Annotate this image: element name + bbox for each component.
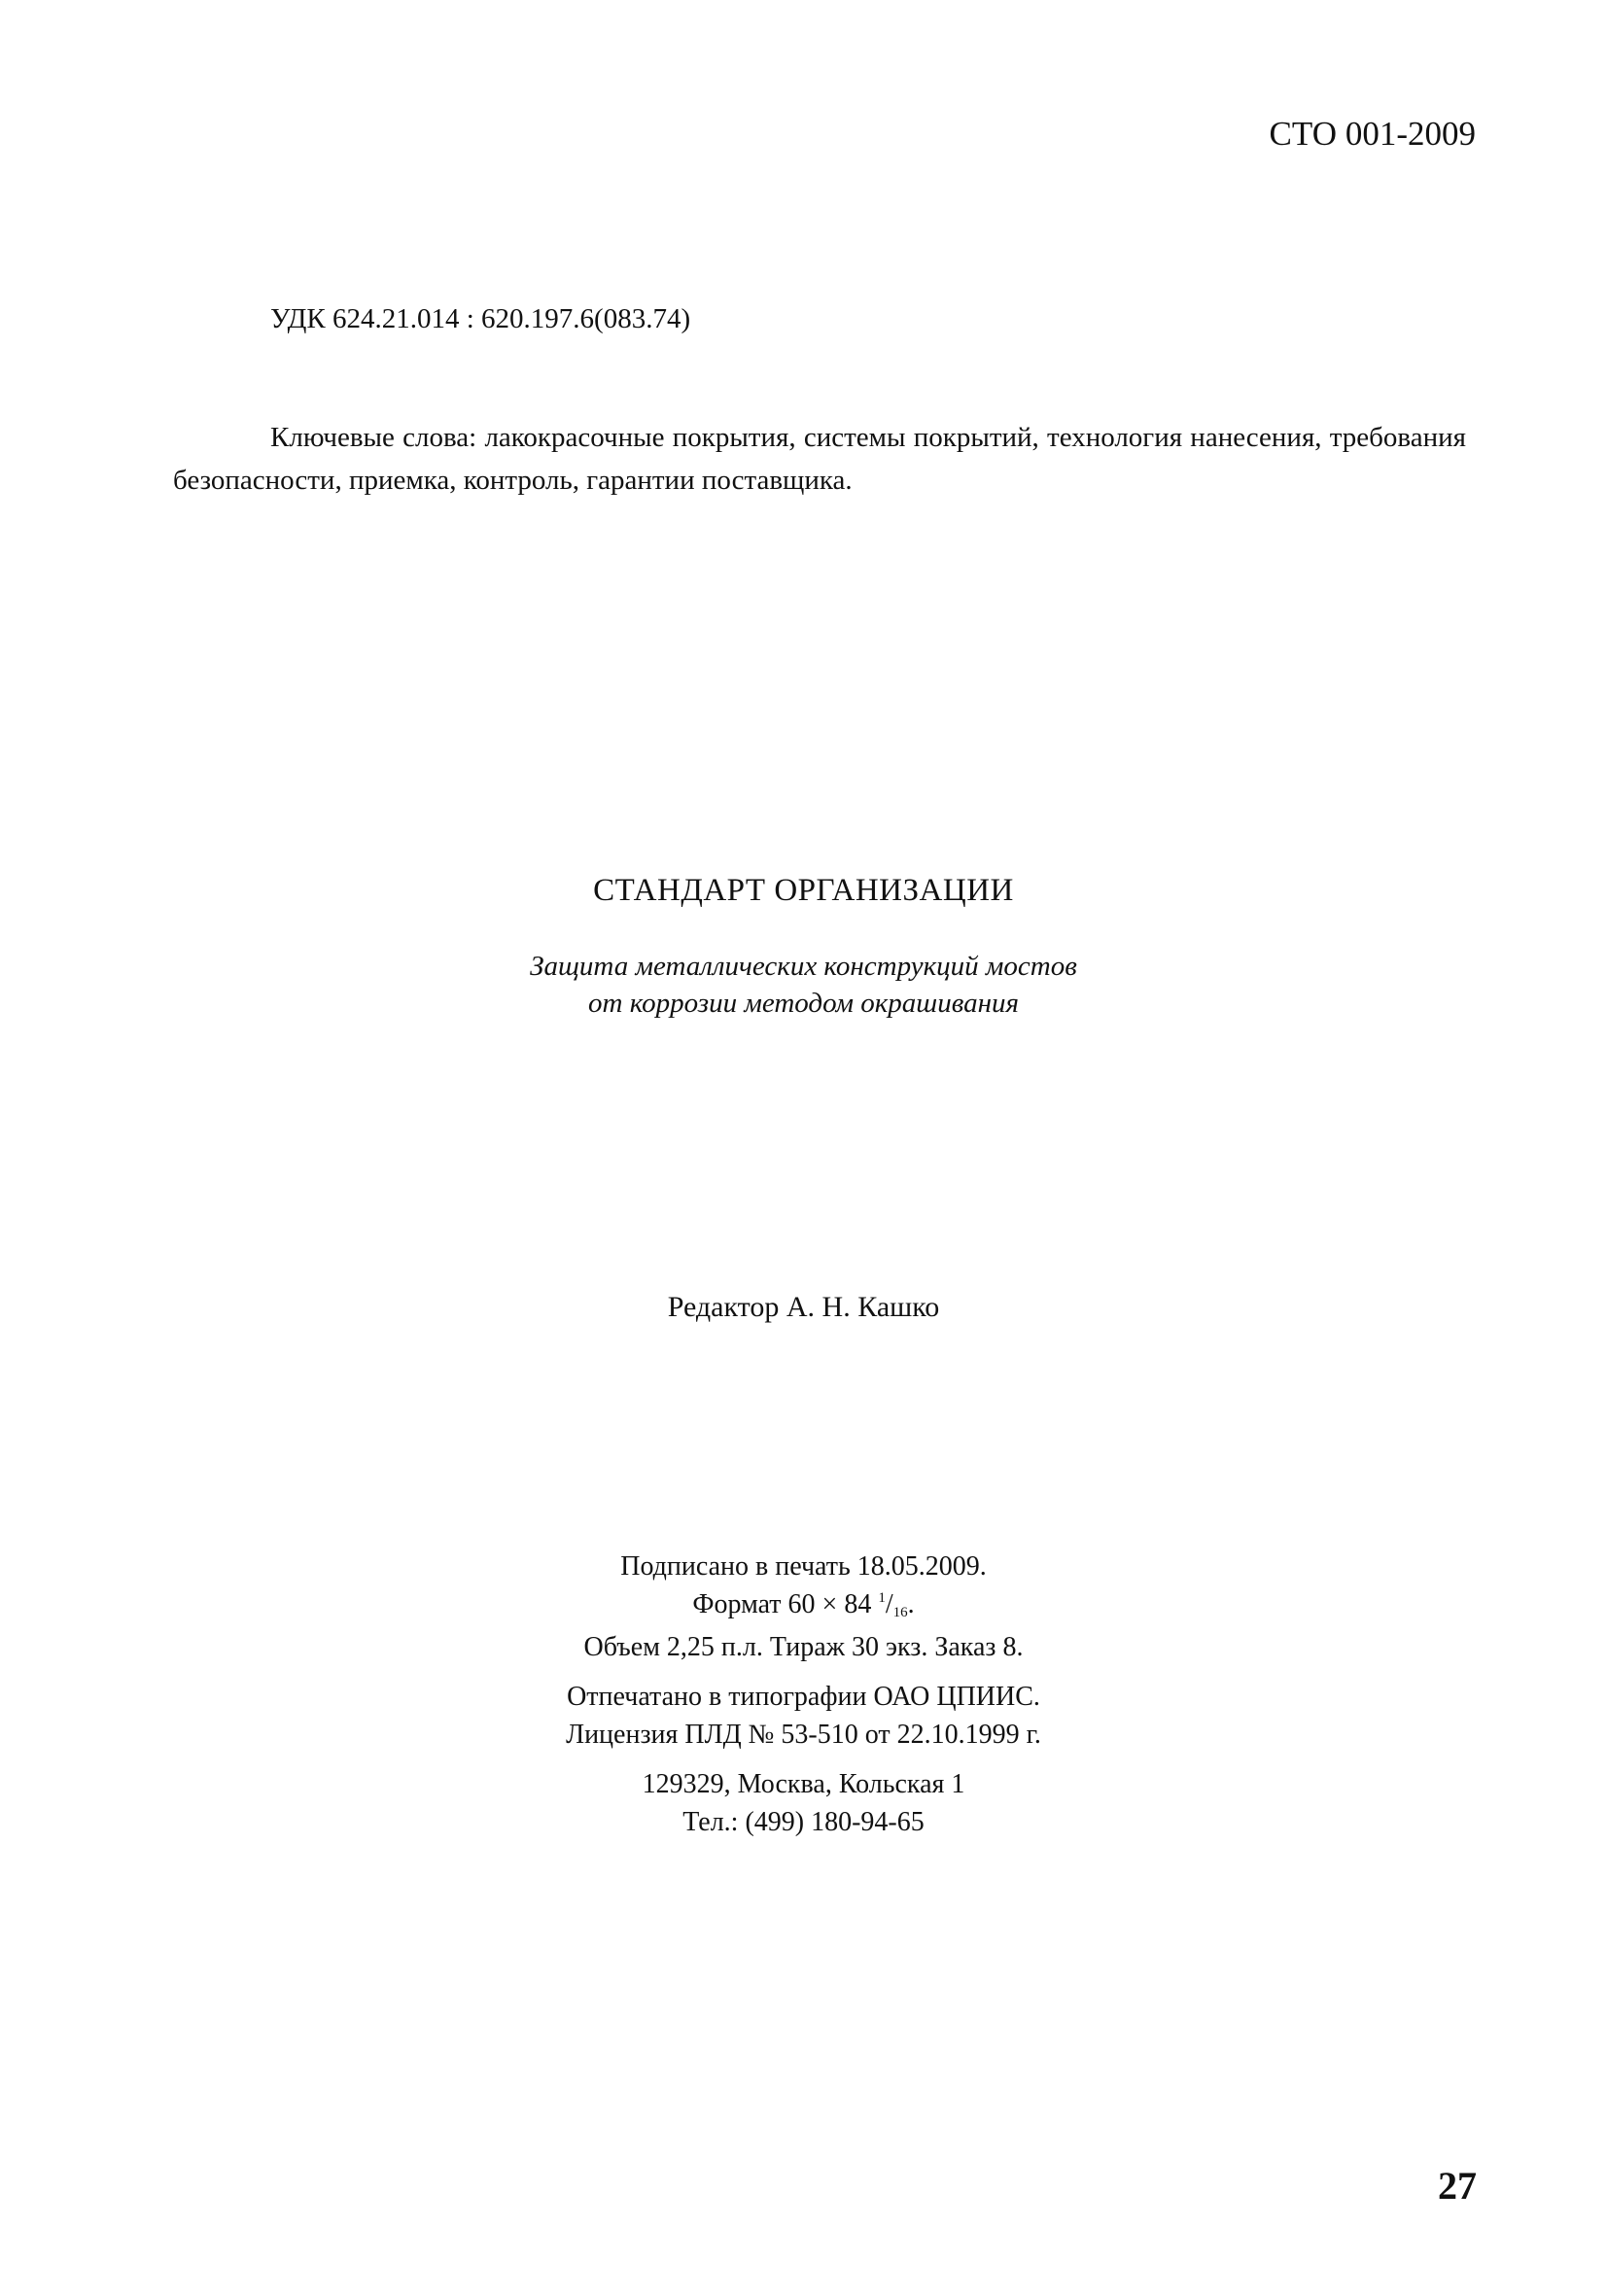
paper-format-slash: / (885, 1589, 893, 1619)
paper-format-prefix: Формат 60 × 84 (692, 1589, 879, 1619)
paper-format (0, 1585, 1607, 1628)
license: Лицензия ПЛД № 53-510 от 22.10.1999 г. (566, 1720, 1041, 1750)
print-info-gap-2 (0, 1754, 1607, 1765)
standard-title: СТАНДАРТ ОРГАНИЗАЦИИ (593, 873, 1014, 908)
print-info (0, 1548, 1607, 1841)
udk-classification: УДК 624.21.014 : 620.197.6(083.74) (270, 303, 691, 334)
print-info-gap-1 (0, 1666, 1607, 1678)
paper-format-denominator: 16 (892, 1605, 908, 1620)
standard-subtitle (0, 948, 1607, 1022)
paper-format-suffix: . (907, 1589, 915, 1619)
printing-house: Отпечатано в типографии ОАО ЦПИИС. (567, 1682, 1040, 1712)
document-code: СТО 001-2009 (1269, 115, 1476, 153)
keywords-paragraph: Ключевые слова: лакокрасочные покрытия, системы покрытий, технология нанесения, требования безопасности, приемка, контроль, гарантии поставщика. (173, 422, 1466, 496)
phone: Тел.: (499) 180-94-65 (682, 1807, 925, 1837)
editor-credit: Редактор А. Н. Кашко (667, 1291, 940, 1323)
signed-for-print: Подписано в печать 18.05.2009. (620, 1551, 987, 1582)
standard-subtitle-line-2: от коррозии методом окрашивания (588, 988, 1019, 1019)
address: 129329, Москва, Кольская 1 (642, 1769, 965, 1799)
page-number: 27 (1438, 2164, 1477, 2208)
standard-subtitle-line-1: Защита металлических конструкций мостов (530, 951, 1077, 982)
print-volume: Объем 2,25 п.л. Тираж 30 экз. Заказ 8. (583, 1632, 1024, 1662)
paper-format-numerator: 1 (878, 1590, 886, 1606)
